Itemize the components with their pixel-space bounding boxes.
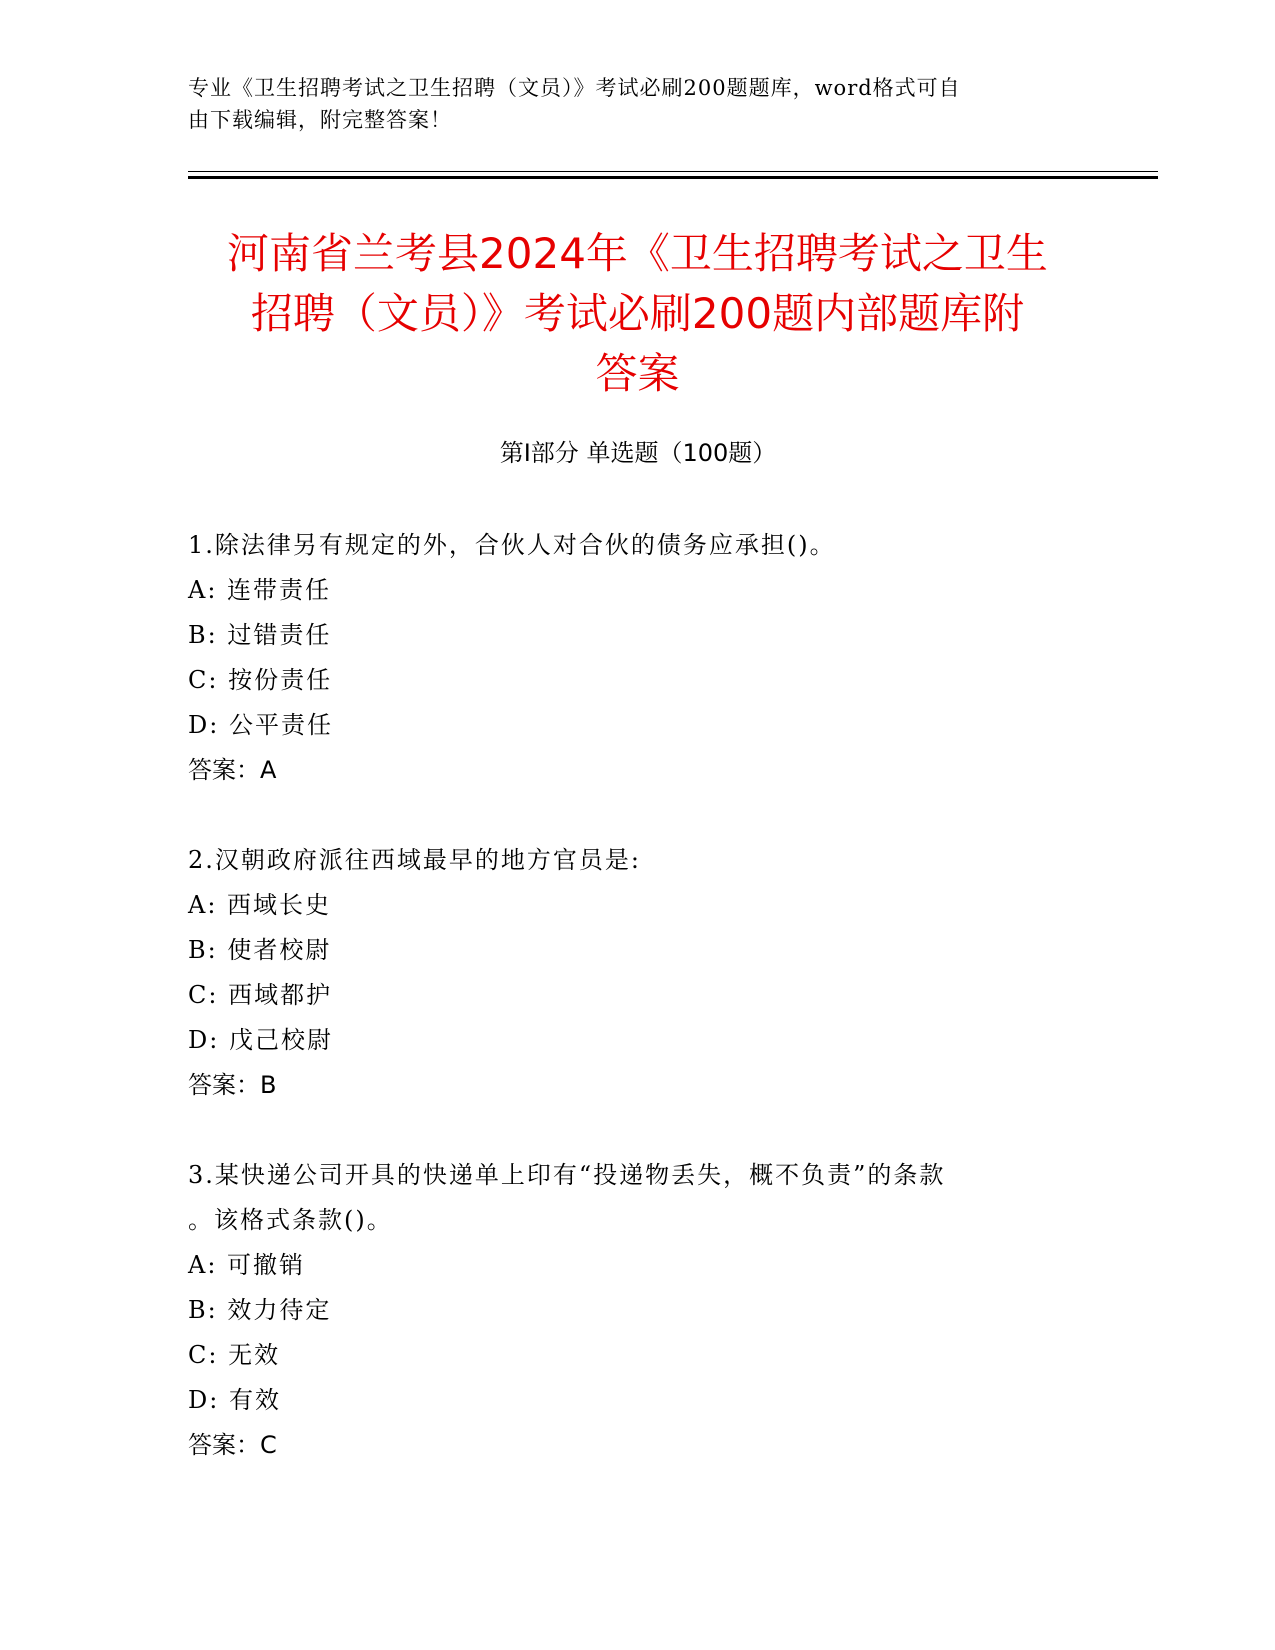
option-c: C: 西域都护 bbox=[188, 981, 333, 1009]
header-note bbox=[188, 72, 1068, 136]
option-c: C: 按份责任 bbox=[188, 666, 333, 694]
option-d: D: 有效 bbox=[188, 1386, 281, 1414]
option-b: B: 过错责任 bbox=[188, 621, 332, 649]
option-d: D: 公平责任 bbox=[188, 711, 333, 739]
question-stem: 1.除法律另有规定的外，合伙人对合伙的债务应承担()。 bbox=[188, 531, 836, 559]
option-a: A: 可撤销 bbox=[188, 1251, 306, 1279]
question-3 bbox=[188, 1153, 1088, 1468]
question-2 bbox=[188, 838, 1088, 1108]
answer-label: 答案：C bbox=[188, 1431, 277, 1459]
question-stem-line-1: 3.某快递公司开具的快递单上印有“投递物丢失，概不负责”的条款 bbox=[188, 1161, 946, 1189]
header-note-line-2: 由下载编辑，附完整答案！ bbox=[188, 108, 452, 132]
option-a: A: 西域长史 bbox=[188, 891, 332, 919]
answer-label: 答案：A bbox=[188, 756, 277, 784]
question-stem: 2.汉朝政府派往西域最早的地方官员是: bbox=[188, 846, 641, 874]
document-title bbox=[160, 224, 1115, 404]
option-b: B: 使者校尉 bbox=[188, 936, 332, 964]
document-title-line-3: 答案 bbox=[595, 349, 680, 398]
section-heading: 第Ⅰ部分 单选题（100题） bbox=[499, 439, 777, 467]
option-d: D: 戊己校尉 bbox=[188, 1026, 333, 1054]
header-divider-thick bbox=[188, 176, 1158, 179]
option-b: B: 效力待定 bbox=[188, 1296, 332, 1324]
header-note-line-1: 专业《卫生招聘考试之卫生招聘（文员）》考试必刷200题题库，word格式可自 bbox=[188, 76, 961, 100]
header-divider-thin bbox=[188, 171, 1158, 172]
question-1 bbox=[188, 523, 1088, 793]
question-stem-line-2: 。该格式条款()。 bbox=[188, 1206, 393, 1234]
option-a: A: 连带责任 bbox=[188, 576, 332, 604]
option-c: C: 无效 bbox=[188, 1341, 281, 1369]
document-title-line-2: 招聘（文员）》考试必刷200题内部题库附 bbox=[250, 289, 1025, 338]
document-title-line-1: 河南省兰考县2024年《卫生招聘考试之卫生 bbox=[227, 229, 1048, 278]
answer-label: 答案：B bbox=[188, 1071, 277, 1099]
